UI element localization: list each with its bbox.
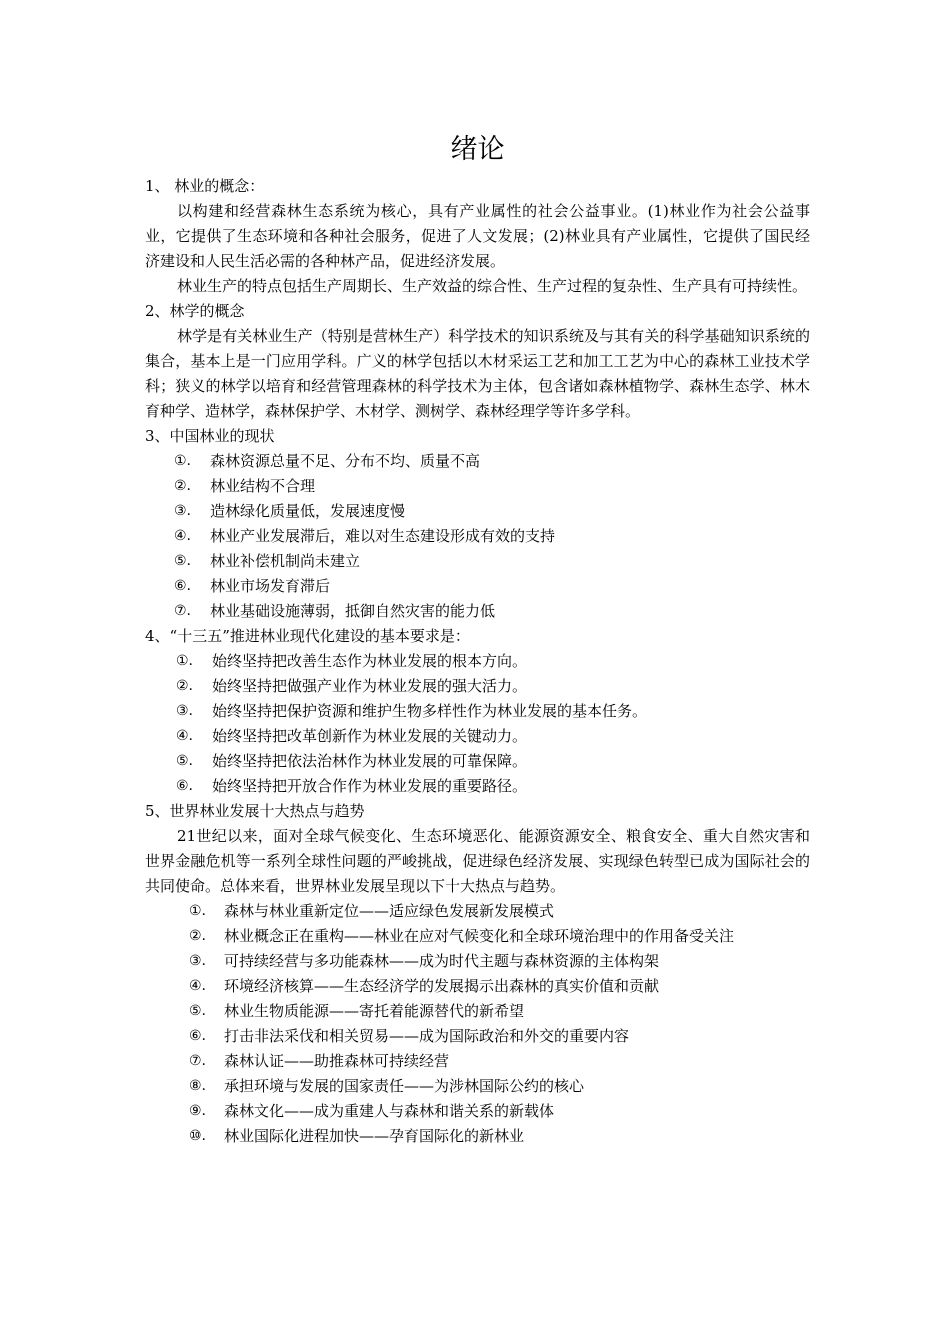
section-2-paragraph: 林学是有关林业生产（特别是营林生产）科学技术的知识系统及与其有关的科学基础知识系统的集合，基本上是一门应用学科。广义的林学包括以木材采运工艺和加工工艺为中心的森林工业技术学科；狭义的林学以培育和经营管理森林的科学技术为主体，包含诸如森林植物学、森林生态学、林木育种学、造林学，森林保护学、木材学、测树学、森林经理学等许多学科。: [145, 327, 810, 420]
list-item: [145, 1099, 810, 1124]
list-item: [145, 974, 810, 999]
list-item-text: 始终坚持把改革创新作为林业发展的关键动力。: [212, 727, 528, 745]
list-item: [145, 549, 810, 574]
list-item-number: ③.: [176, 703, 194, 719]
list-item-number: ⑧.: [189, 1078, 207, 1094]
list-item-text: 森林与林业重新定位——适应绿色发展新发展模式: [224, 902, 555, 920]
section-5-paragraph: 21世纪以来，面对全球气候变化、生态环境恶化、能源资源安全、粮食安全、重大自然灾害和世界金融危机等一系列全球性问题的严峻挑战，促进绿色经济发展、实现绿色转型已成为国际社会的共同使命。总体来看，世界林业发展呈现以下十大热点与趋势。: [145, 827, 810, 895]
list-item: [145, 899, 810, 924]
list-item-number: ⑩.: [189, 1128, 207, 1144]
list-item-number: ②.: [189, 928, 207, 944]
list-item-number: ⑥.: [174, 578, 192, 594]
list-item-text: 始终坚持把做强产业作为林业发展的强大活力。: [212, 677, 528, 695]
list-item: [145, 774, 810, 799]
list-item: [145, 674, 810, 699]
list-item: [145, 1049, 810, 1074]
list-item: [145, 1074, 810, 1099]
section-2-heading: 2、林学的概念: [145, 302, 245, 320]
section-4-heading: 4、“十三五”推进林业现代化建设的基本要求是：: [145, 627, 470, 645]
list-item-text: 森林文化——成为重建人与森林和谐关系的新载体: [224, 1102, 555, 1120]
list-item-number: ⑦.: [189, 1053, 207, 1069]
list-item-text: 林业补偿机制尚未建立: [210, 552, 361, 570]
list-item-number: ④.: [176, 728, 194, 744]
list-item: [145, 724, 810, 749]
list-item: [145, 499, 810, 524]
list-item-number: ①.: [176, 653, 194, 669]
list-item: [145, 649, 810, 674]
list-item: [145, 924, 810, 949]
section-5-heading: 5、世界林业发展十大热点与趋势: [145, 802, 365, 820]
list-item: [145, 949, 810, 974]
list-item-text: 森林认证——助推森林可持续经营: [224, 1052, 450, 1070]
list-item-text: 林业概念正在重构——林业在应对气候变化和全球环境治理中的作用备受关注: [224, 927, 735, 945]
list-item-text: 林业生物质能源——寄托着能源替代的新希望: [224, 1002, 525, 1020]
list-item: [145, 999, 810, 1024]
list-item: [145, 474, 810, 499]
list-item: [145, 524, 810, 549]
list-item: [145, 699, 810, 724]
list-item-text: 林业市场发育滞后: [210, 577, 331, 595]
list-item: [145, 599, 810, 624]
section-4-list: [145, 649, 810, 799]
list-item-text: 林业国际化进程加快——孕育国际化的新林业: [224, 1127, 525, 1145]
list-item-number: ⑦.: [174, 603, 192, 619]
list-item-number: ④.: [174, 528, 192, 544]
document-page: [145, 130, 810, 1149]
list-item-text: 可持续经营与多功能森林——成为时代主题与森林资源的主体构架: [224, 952, 660, 970]
list-item: [145, 449, 810, 474]
list-item-text: 环境经济核算——生态经济学的发展揭示出森林的真实价值和贡献: [224, 977, 660, 995]
list-item-number: ⑥.: [176, 778, 194, 794]
list-item-number: ⑤.: [174, 553, 192, 569]
list-item-text: 林业产业发展滞后，难以对生态建设形成有效的支持: [210, 527, 556, 545]
list-item-text: 始终坚持把改善生态作为林业发展的根本方向。: [212, 652, 528, 670]
section-3-heading: 3、中国林业的现状: [145, 427, 275, 445]
section-1-paragraph-1: 以构建和经营森林生态系统为核心，具有产业属性的社会公益事业。(1)林业作为社会公益事业，它提供了生态环境和各种社会服务，促进了人文发展；(2)林业具有产业属性，它提供了国民经济建设和人民生活必需的各种林产品，促进经济发展。: [145, 202, 810, 270]
list-item: [145, 1024, 810, 1049]
list-item-number: ⑥.: [189, 1028, 207, 1044]
list-item-text: 打击非法采伐和相关贸易——成为国际政治和外交的重要内容: [224, 1027, 630, 1045]
list-item-number: ①.: [189, 903, 207, 919]
page-title: 绪论: [450, 134, 505, 165]
list-item-number: ④.: [189, 978, 207, 994]
list-item-number: ②.: [176, 678, 194, 694]
list-item-number: ③.: [174, 503, 192, 519]
list-item-text: 林业结构不合理: [210, 477, 316, 495]
list-item: [145, 749, 810, 774]
list-item-number: ①.: [174, 453, 192, 469]
list-item-number: ⑤.: [176, 753, 194, 769]
list-item-text: 始终坚持把保护资源和维护生物多样性作为林业发展的基本任务。: [212, 702, 648, 720]
section-5-list: [145, 899, 810, 1149]
section-1-heading: 1、 林业的概念：: [145, 177, 265, 195]
list-item-number: ⑤.: [189, 1003, 207, 1019]
section-3-list: [145, 449, 810, 624]
list-item-text: 林业基础设施薄弱，抵御自然灾害的能力低: [210, 602, 496, 620]
list-item: [145, 1124, 810, 1149]
list-item-text: 森林资源总量不足、分布不均、质量不高: [210, 452, 481, 470]
list-item-text: 承担环境与发展的国家责任——为涉林国际公约的核心: [224, 1077, 585, 1095]
list-item-text: 始终坚持把开放合作作为林业发展的重要路径。: [212, 777, 528, 795]
list-item-text: 造林绿化质量低，发展速度慢: [210, 502, 406, 520]
list-item-number: ③.: [189, 953, 207, 969]
list-item-text: 始终坚持把依法治林作为林业发展的可靠保障。: [212, 752, 528, 770]
list-item-number: ②.: [174, 478, 192, 494]
list-item-number: ⑨.: [189, 1103, 207, 1119]
section-1-paragraph-2: 林业生产的特点包括生产周期长、生产效益的综合性、生产过程的复杂性、生产具有可持续性。: [177, 277, 808, 295]
list-item: [145, 574, 810, 599]
